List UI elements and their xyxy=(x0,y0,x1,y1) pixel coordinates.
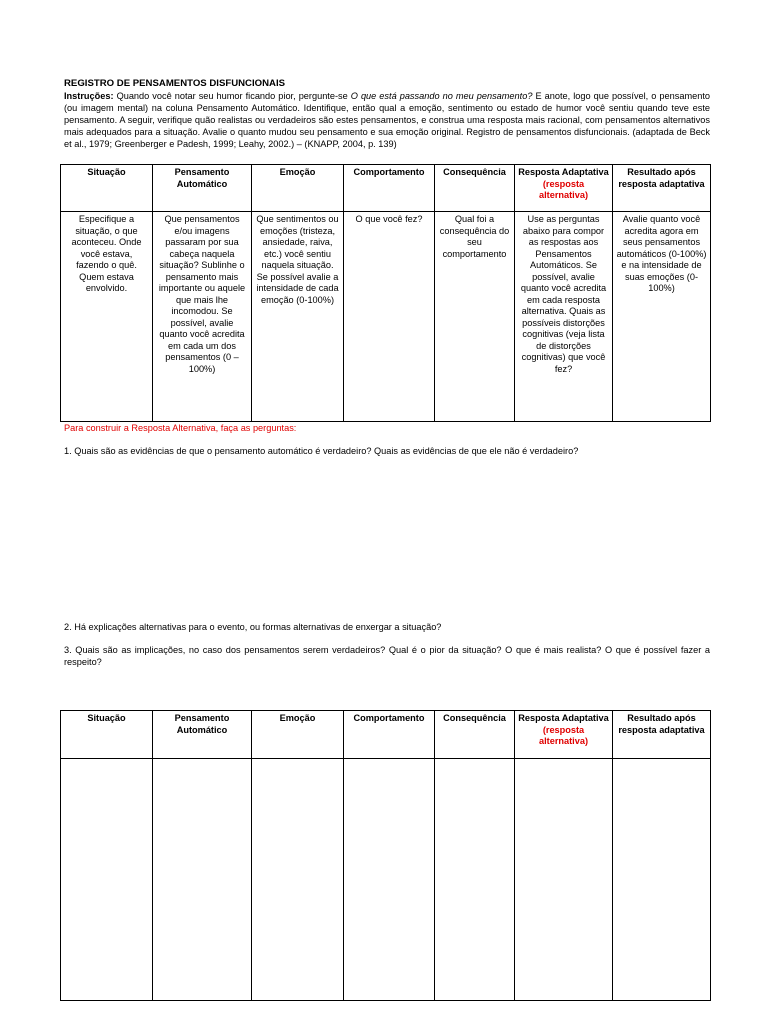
instructions-paragraph xyxy=(64,90,710,150)
table-header-row xyxy=(61,165,711,212)
cell-comportamento: O que você fez? xyxy=(344,212,435,422)
header-emocao: Emoção xyxy=(252,711,344,759)
header-resposta-alternativa: (resposta alternativa) xyxy=(538,178,589,200)
header-resposta-adaptativa xyxy=(515,711,613,759)
header-emocao: Emoção xyxy=(252,165,344,212)
header-situacao: Situação xyxy=(61,711,153,759)
header-consequencia: Consequência xyxy=(435,165,515,212)
blank-cell-resposta[interactable] xyxy=(515,759,613,1001)
cell-consequencia: Qual foi a consequência do seu comportamento xyxy=(435,212,515,422)
instructions-text-1: Quando você notar seu humor ficando pior, pergunte-se xyxy=(113,91,351,101)
question-3: 3. Quais são as implicações, no caso dos pensamentos serem verdadeiros? Qual é o pior da situação? O que é mais realista? O que é possível fazer a respeito? xyxy=(64,645,710,667)
header-situacao: Situação xyxy=(61,165,153,212)
document-title: REGISTRO DE PENSAMENTOS DISFUNCIONAIS xyxy=(64,78,286,89)
table-row xyxy=(61,212,711,422)
table-row xyxy=(61,759,711,1001)
instructions-italic-question: O que está passando no meu pensamento? xyxy=(350,91,533,101)
cell-resultado: Avalie quanto você acredita agora em seus pensamentos automáticos (0-100%) e na intensidade de suas emoções (0-100%) xyxy=(613,212,711,422)
table-header-row xyxy=(61,711,711,759)
header-resposta-label: Resposta Adaptativa xyxy=(518,167,609,177)
blank-cell-consequencia[interactable] xyxy=(435,759,515,1001)
blank-cell-situacao[interactable] xyxy=(61,759,153,1001)
header-pensamento-automatico: Pensamento Automático xyxy=(153,711,252,759)
blank-cell-resultado[interactable] xyxy=(613,759,711,1001)
header-comportamento: Comportamento xyxy=(344,165,435,212)
construct-response-note: Para construir a Resposta Alternativa, faça as perguntas: xyxy=(64,423,297,433)
thought-record-example-table xyxy=(60,164,711,422)
header-pensamento-automatico: Pensamento Automático xyxy=(153,165,252,212)
header-resultado: Resultado após resposta adaptativa xyxy=(613,711,711,759)
instructions-text-2: E anote, logo que possível, o pensamento (ou imagem mental) na coluna Pensamento Automático. Identifique, então qual a emoção, sentimento ou estado de humor você sentiu quando teve este pensamento. A seguir, verifique quão realistas ou verdadeiros são estes pensamentos, e construa uma resposta mais racional, com pensamentos alternativos mais adequados para a situação. Avalie o quanto mudou seu pensamento e sua emoção original. Registro de pensamentos disfuncionais. (adaptada de Beck et al., 1979; Greenberger e Padesh, 1999; Leahy, 2002.) – (KNAPP, 2004, p. 139) xyxy=(64,91,710,149)
cell-situacao: Especifique a situação, o que aconteceu. Onde você estava, fazendo o quê. Quem estava envolvido. xyxy=(61,212,153,422)
header-resultado: Resultado após resposta adaptativa xyxy=(613,165,711,212)
cell-pensamento: Que pensamentos e/ou imagens passaram por sua cabeça naquela situação? Sublinhe o pensamento mais importante ou aquele que mais lhe incomodou. Se possível, avalie quanto você acredita em cada um dos pensamentos (0 – 100%) xyxy=(153,212,252,422)
cell-resposta: Use as perguntas abaixo para compor as respostas aos Pensamentos Automáticos. Se possível, avalie quanto você acredita em cada resposta alternativa. Quais as possíveis distorções cognitivas (veja lista de distorções cognitivas) que você fez? xyxy=(515,212,613,422)
header-resposta-alternativa: (resposta alternativa) xyxy=(538,724,589,746)
cell-emocao: Que sentimentos ou emoções (tristeza, ansiedade, raiva, etc.) você sentiu naquela situação. Se possível avalie a intensidade de cada emoção (0-100%) xyxy=(252,212,344,422)
blank-cell-comportamento[interactable] xyxy=(344,759,435,1001)
blank-cell-pensamento[interactable] xyxy=(153,759,252,1001)
question-2: 2. Há explicações alternativas para o evento, ou formas alternativas de enxergar a situação? xyxy=(64,622,442,632)
blank-cell-emocao[interactable] xyxy=(252,759,344,1001)
question-1: 1. Quais são as evidências de que o pensamento automático é verdadeiro? Quais as evidências de que ele não é verdadeiro? xyxy=(64,446,579,456)
header-resposta-label: Resposta Adaptativa xyxy=(518,713,609,723)
header-resposta-adaptativa xyxy=(515,165,613,212)
thought-record-blank-table xyxy=(60,710,711,1001)
instructions-label: Instruções: xyxy=(64,91,114,101)
header-consequencia: Consequência xyxy=(435,711,515,759)
header-comportamento: Comportamento xyxy=(344,711,435,759)
